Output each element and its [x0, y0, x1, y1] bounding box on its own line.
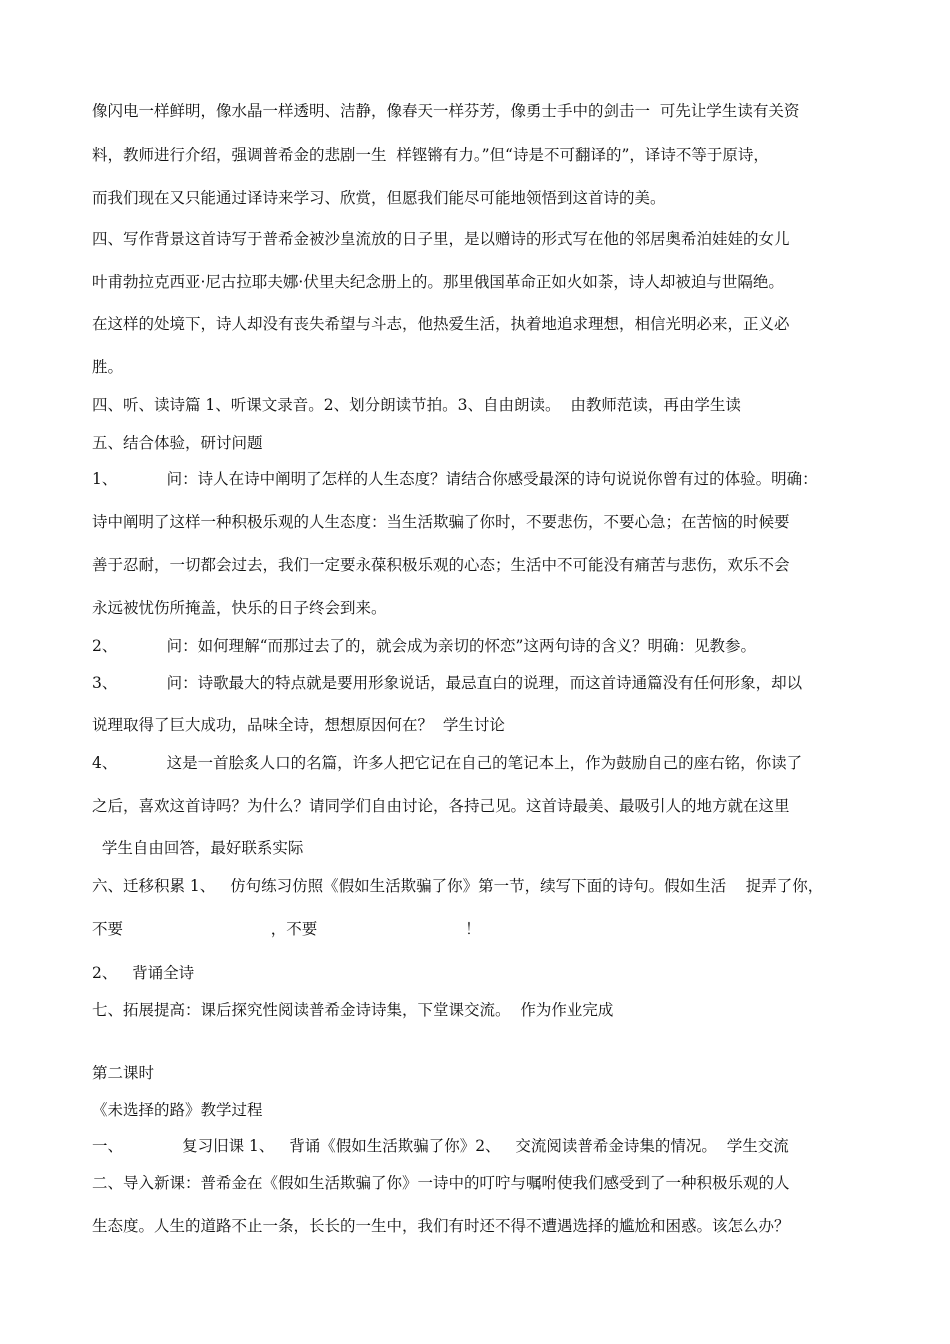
text-line: 1、 问：诗人在诗中阐明了怎样的人生态度？请结合你感受最深的诗句说说你曾有过的体验。明确： [92, 470, 818, 488]
section-heading: 《未选择的路》教学过程 [92, 1101, 263, 1119]
text-line: 胜。 [92, 358, 124, 376]
text-line: 之后，喜欢这首诗吗？为什么？请同学们自由讨论，各持己见。这首诗最美、最吸引人的地方就在这里 [92, 797, 790, 815]
fill-in-line: 不要 ，不要 ！ [92, 920, 481, 938]
text-line: 料，教师进行介绍，强调普希金的悲剧一生 样铿锵有力。”但“诗是不可翻译的”，译诗不等于原诗， [92, 146, 769, 164]
text-line: 学生自由回答，最好联系实际 [92, 839, 304, 857]
text-line: 一、 复习旧课 1、 背诵《假如生活欺骗了你》2、 交流阅读普希金诗集的情况。 学生交流 [92, 1137, 789, 1155]
section-heading: 第二课时 [92, 1064, 155, 1082]
text-line: 四、听、读诗篇 1、听课文录音。2、划分朗读节拍。3、自由朗读。 由教师范读，再由学生读 [92, 396, 741, 414]
section-heading: 五、结合体验，研讨问题 [92, 434, 263, 452]
text-line: 四、写作背景这首诗写于普希金被沙皇流放的日子里，是以赠诗的形式写在他的邻居奥希泊娃娃的女儿 [92, 230, 790, 248]
text-line: 说理取得了巨大成功，品味全诗，想想原因何在？ 学生讨论 [92, 716, 505, 734]
text-line: 4、 这是一首脍炙人口的名篇，许多人把它记在自己的笔记本上，作为鼓励自己的座右铭，你读了 [92, 754, 803, 772]
text-line: 2、 背诵全诗 [92, 964, 195, 982]
text-line: 叶甫勃拉克西亚·尼古拉耶夫娜·伏里夫纪念册上的。那里俄国革命正如火如荼，诗人却被迫与世隔绝。 [92, 273, 784, 291]
text-line: 诗中阐明了这样一种积极乐观的人生态度：当生活欺骗了你时，不要悲伤，不要心急；在苦恼的时候要 [92, 513, 790, 531]
text-line: 二、导入新课：普希金在《假如生活欺骗了你》一诗中的叮咛与嘱咐使我们感受到了一种积极乐观的人 [92, 1174, 790, 1192]
text-line: 善于忍耐，一切都会过去，我们一定要永葆积极乐观的心态；生活中不可能没有痛苦与悲伤，欢乐不会 [92, 556, 790, 574]
text-line: 3、 问：诗歌最大的特点就是要用形象说话，最忌直白的说理，而这首诗通篇没有任何形象，却以 [92, 674, 803, 692]
text-line: 永远被忧伤所掩盖，快乐的日子终会到来。 [92, 599, 387, 617]
text-line: 像闪电一样鲜明，像水晶一样透明、洁静，像春天一样芬芳，像勇士手中的剑击一 可先让学生读有关资 [92, 102, 800, 120]
text-line: 而我们现在又只能通过译诗来学习、欣赏，但愿我们能尽可能地领悟到这首诗的美。 [92, 189, 666, 207]
text-line: 七、拓展提高：课后探究性阅读普希金诗诗集，下堂课交流。 作为作业完成 [92, 1001, 614, 1019]
text-line: 生态度。人生的道路不止一条，长长的一生中，我们有时还不得不遭遇选择的尴尬和困惑。该怎么办？ [92, 1217, 790, 1235]
text-line: 在这样的处境下，诗人却没有丧失希望与斗志，他热爱生活，执着地追求理想，相信光明必来，正义必 [92, 315, 790, 333]
text-line: 六、迁移积累 1、 仿句练习仿照《假如生活欺骗了你》第一节，续写下面的诗句。假如生活 捉弄了你， [92, 877, 824, 895]
text-line: 2、 问：如何理解“而那过去了的，就会成为亲切的怀恋”这两句诗的含义？明确：见教参。 [92, 637, 756, 655]
